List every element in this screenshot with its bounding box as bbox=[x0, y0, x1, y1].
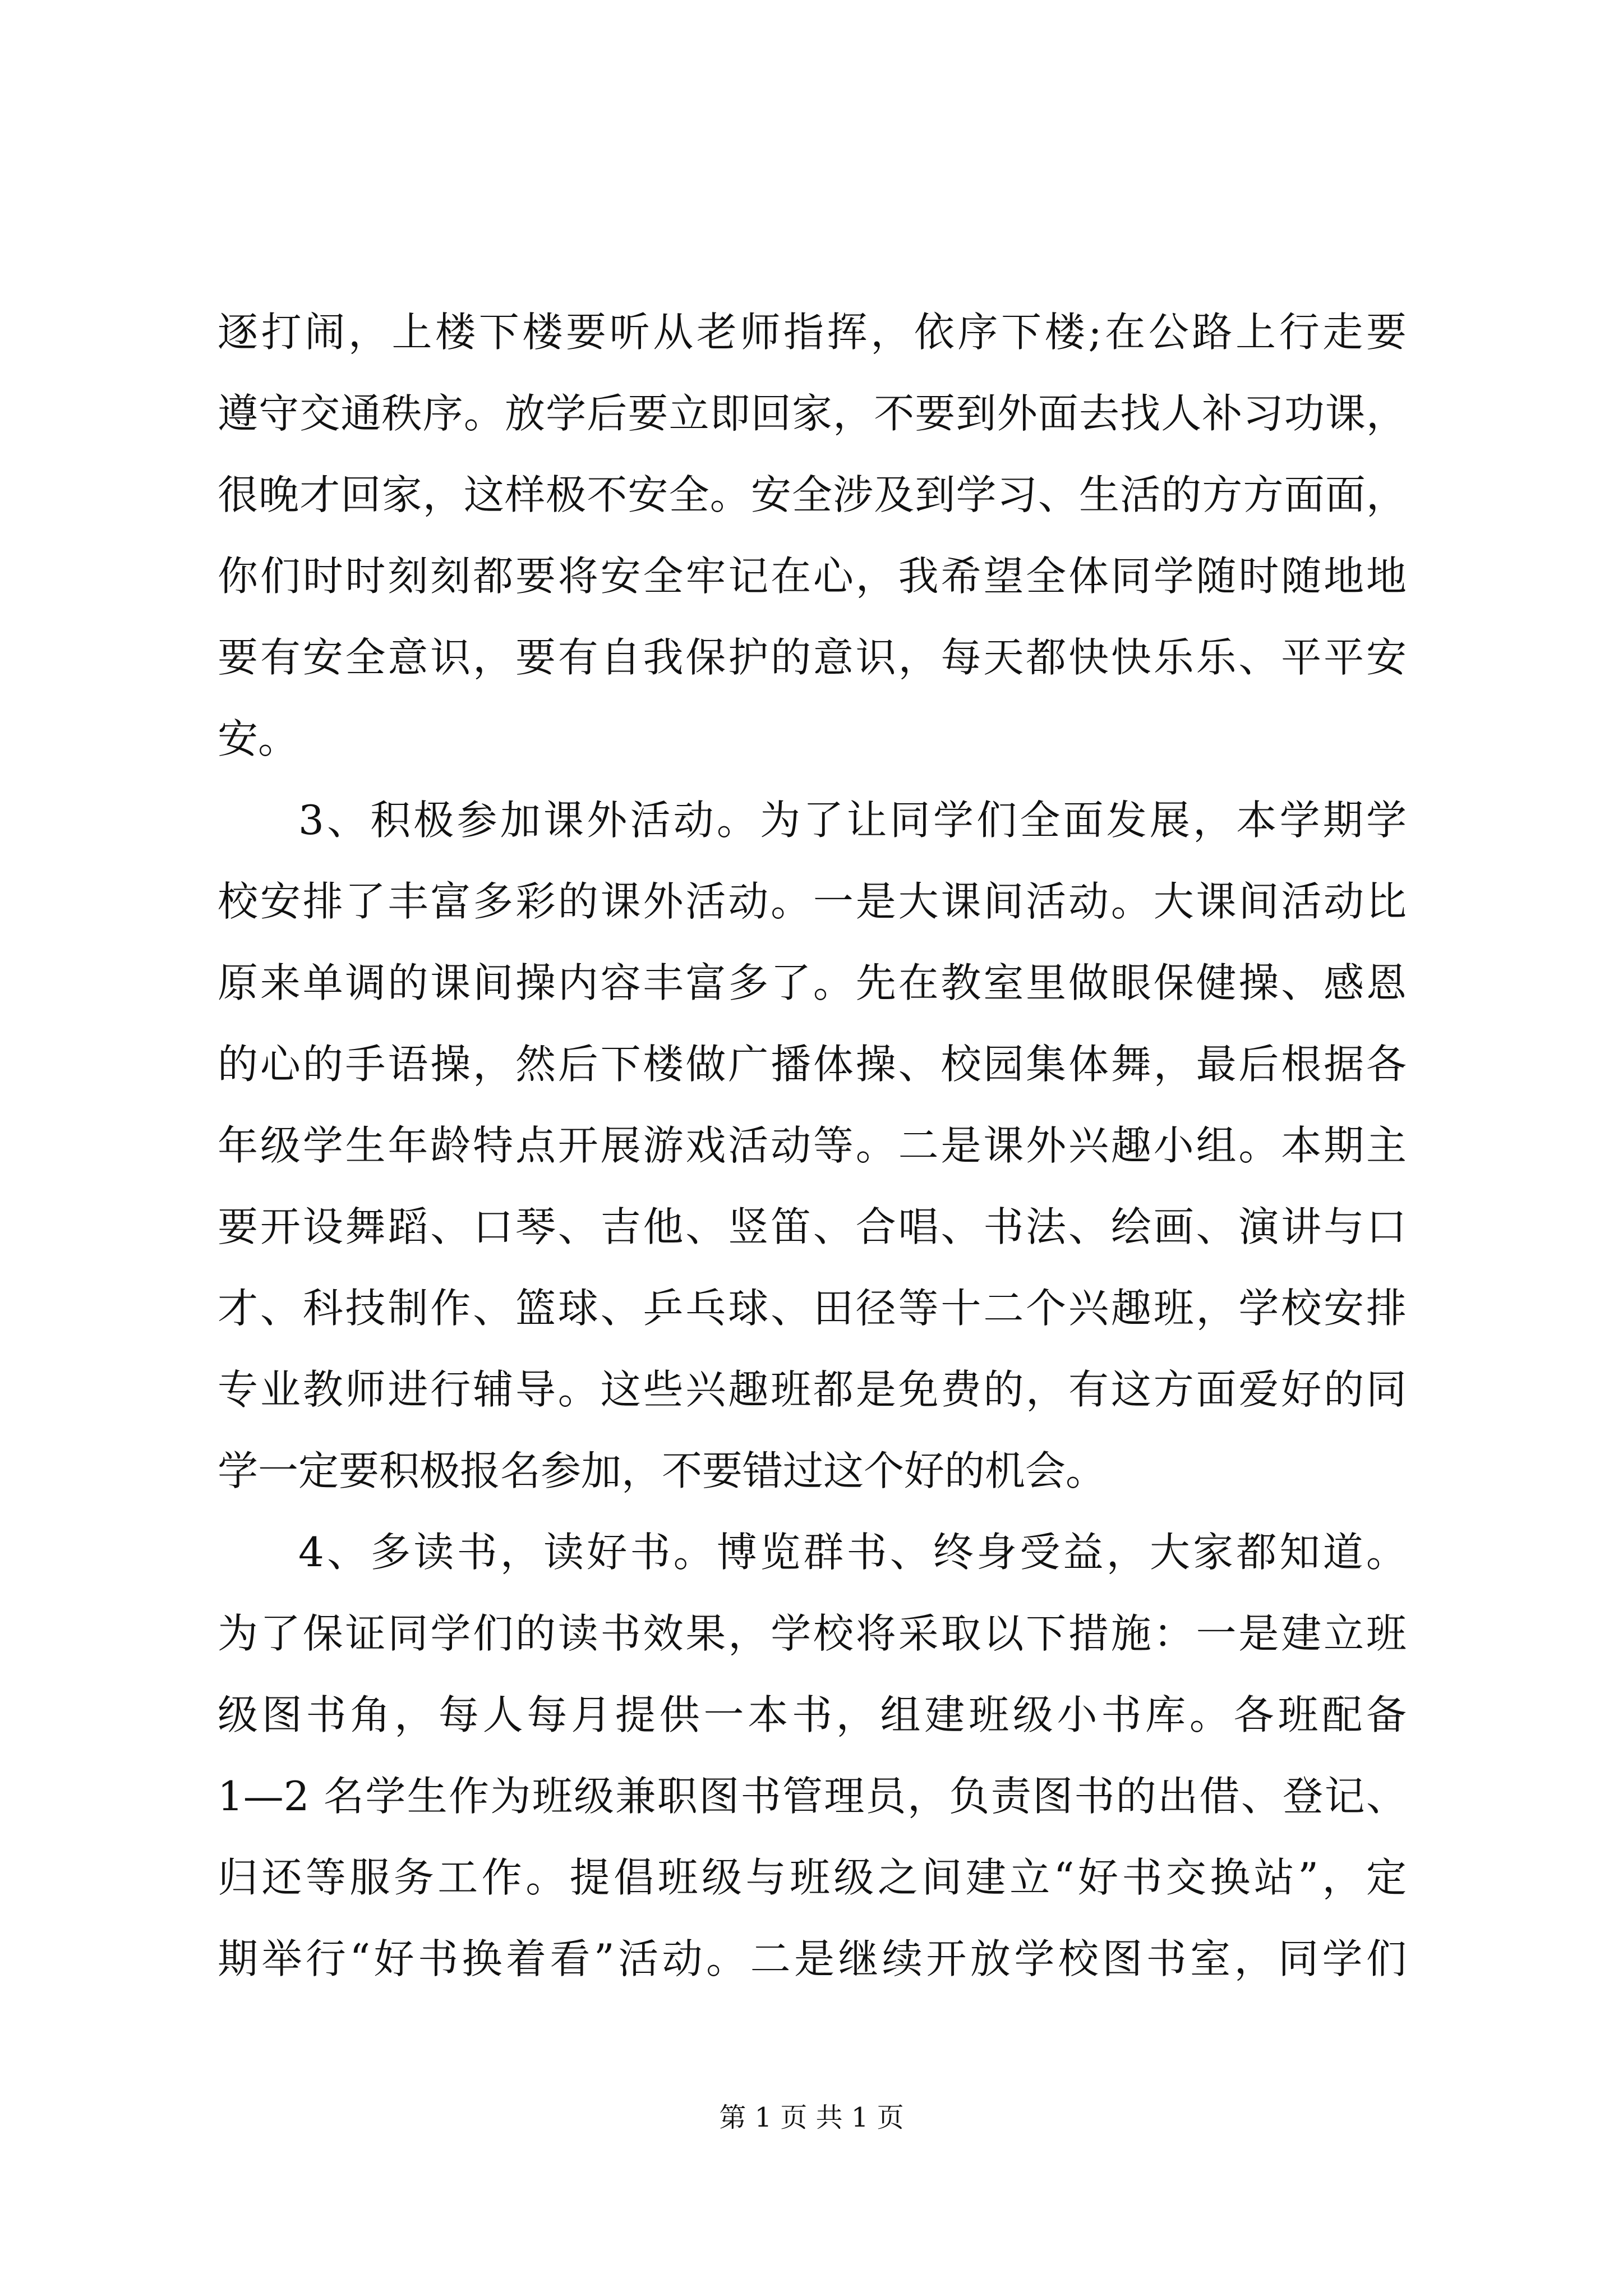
text-line: 年级学生年龄特点开展游戏活动等。二是课外兴趣小组。本期主 bbox=[218, 1122, 1407, 1169]
text-line: 级图书角，每人每月提供一本书，组建班级小书库。各班配备 bbox=[218, 1691, 1407, 1738]
paragraph-start-line: 3、积极参加课外活动。为了让同学们全面发展，本学期学 bbox=[298, 797, 1407, 844]
paragraph-start-line: 4、多读书，读好书。博览群书、终身受益，大家都知道。 bbox=[298, 1529, 1407, 1576]
text-line: 你们时时刻刻都要将安全牢记在心，我希望全体同学随时随地地 bbox=[218, 553, 1407, 600]
text-line: 期举行“好书换着看”活动。二是继续开放学校图书室，同学们 bbox=[218, 1935, 1407, 1982]
text-line: 遵守交通秩序。放学后要立即回家，不要到外面去找人补习功课， bbox=[218, 390, 1407, 437]
page-footer: 第 1 页 共 1 页 bbox=[719, 2102, 904, 2133]
text-line: 校安排了丰富多彩的课外活动。一是大课间活动。大课间活动比 bbox=[218, 878, 1407, 925]
text-line: 要有安全意识，要有自我保护的意识，每天都快快乐乐、平平安 bbox=[218, 634, 1407, 681]
text-line: 的心的手语操，然后下楼做广播体操、校园集体舞，最后根据各 bbox=[218, 1041, 1407, 1088]
text-line: 归还等服务工作。提倡班级与班级之间建立“好书交换站”，定 bbox=[218, 1854, 1407, 1901]
text-line: 学一定要积极报名参加，不要错过这个好的机会。 bbox=[218, 1447, 1106, 1494]
text-line: 为了保证同学们的读书效果，学校将采取以下措施：一是建立班 bbox=[218, 1610, 1407, 1657]
text-line: 安。 bbox=[218, 715, 299, 762]
text-line: 1—2 名学生作为班级兼职图书管理员，负责图书的出借、登记、 bbox=[218, 1773, 1407, 1820]
text-line: 要开设舞蹈、口琴、吉他、竖笛、合唱、书法、绘画、演讲与口 bbox=[218, 1203, 1407, 1250]
text-line: 专业教师进行辅导。这些兴趣班都是免费的，有这方面爱好的同 bbox=[218, 1366, 1407, 1413]
text-line: 逐打闹，上楼下楼要听从老师指挥，依序下楼;在公路上行走要 bbox=[218, 309, 1407, 356]
text-line: 原来单调的课间操内容丰富多了。先在教室里做眼保健操、感恩 bbox=[218, 959, 1407, 1006]
text-line: 很晚才回家，这样极不安全。安全涉及到学习、生活的方方面面， bbox=[218, 471, 1407, 518]
body-text bbox=[218, 292, 1407, 2000]
text-line: 才、科技制作、篮球、乒乓球、田径等十二个兴趣班，学校安排 bbox=[218, 1285, 1407, 1332]
